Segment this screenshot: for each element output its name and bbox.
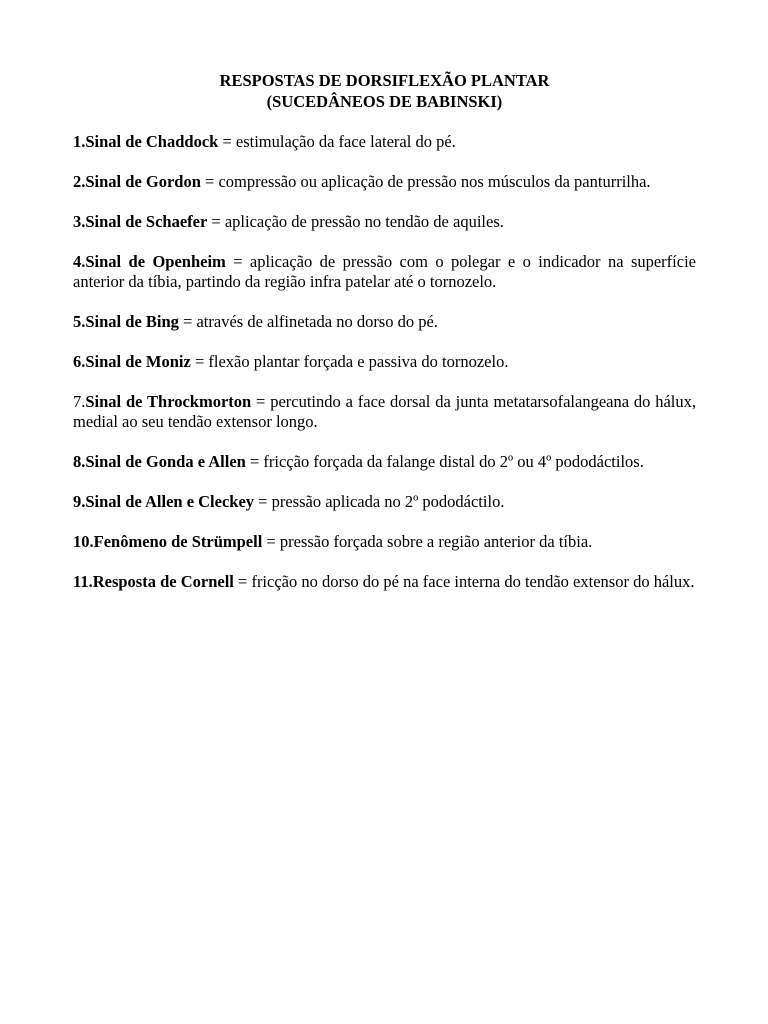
list-item xyxy=(73,392,696,432)
item-number: 10. xyxy=(73,532,94,551)
item-number: 6. xyxy=(73,352,86,371)
item-number: 9. xyxy=(73,492,86,511)
item-number: 5. xyxy=(73,312,86,331)
item-text: = flexão plantar forçada e passiva do tornozelo. xyxy=(190,352,509,371)
list-item xyxy=(73,252,696,292)
item-name: Sinal de Gonda e Allen xyxy=(85,452,246,471)
list-item xyxy=(73,452,696,472)
item-name: Sinal de Allen e Cleckey xyxy=(85,492,255,511)
item-name: Sinal de Openheim xyxy=(85,252,226,271)
item-text: = através de alfinetada no dorso do pé. xyxy=(178,312,438,331)
item-name: Sinal de Moniz xyxy=(85,352,191,371)
item-text: = pressão aplicada no 2º pododáctilo. xyxy=(254,492,505,511)
item-text: = fricção forçada da falange distal do 2º ou 4º pododáctilos. xyxy=(245,452,644,471)
list-item xyxy=(73,132,696,152)
list-item xyxy=(73,212,696,232)
item-text: = aplicação de pressão no tendão de aquiles. xyxy=(207,212,504,231)
item-text: = estimulação da face lateral do pé. xyxy=(218,132,456,151)
item-number: 1. xyxy=(73,132,86,151)
list-item xyxy=(73,572,696,592)
document-page xyxy=(73,70,696,612)
list-item xyxy=(73,492,696,512)
item-number: 7. xyxy=(73,392,86,411)
item-name: Sinal de Throckmorton xyxy=(85,392,252,411)
item-text: = percutindo a face dorsal da junta metatarsofalangeana do hálux, medial ao seu tendão extensor longo. xyxy=(73,392,696,431)
item-text: = aplicação de pressão com o polegar e o indicador na superfície anterior da tíbia, partindo da região infra patelar até o tornozelo. xyxy=(73,252,696,291)
item-number: 8. xyxy=(73,452,86,471)
item-name: Resposta de Cornell xyxy=(92,572,234,591)
item-text: = compressão ou aplicação de pressão nos músculos da panturrilha. xyxy=(200,172,651,191)
item-name: Fenômeno de Strümpell xyxy=(93,532,263,551)
list-item xyxy=(73,172,696,192)
list-item xyxy=(73,532,696,552)
title-line-1: RESPOSTAS DE DORSIFLEXÃO PLANTAR xyxy=(219,71,550,90)
item-name: Sinal de Chaddock xyxy=(85,132,219,151)
item-name: Sinal de Bing xyxy=(85,312,179,331)
document-title xyxy=(73,70,696,112)
item-number: 3. xyxy=(73,212,86,231)
item-text: = pressão forçada sobre a região anterior da tíbia. xyxy=(262,532,593,551)
item-number: 4. xyxy=(73,252,86,271)
list-item xyxy=(73,352,696,372)
item-number: 11. xyxy=(73,572,93,591)
list-item xyxy=(73,312,696,332)
item-name: Sinal de Gordon xyxy=(85,172,201,191)
title-line-2: (SUCEDÂNEOS DE BABINSKI) xyxy=(266,92,503,111)
item-name: Sinal de Schaefer xyxy=(85,212,208,231)
item-text: = fricção no dorso do pé na face interna do tendão extensor do hálux. xyxy=(233,572,695,591)
item-number: 2. xyxy=(73,172,86,191)
